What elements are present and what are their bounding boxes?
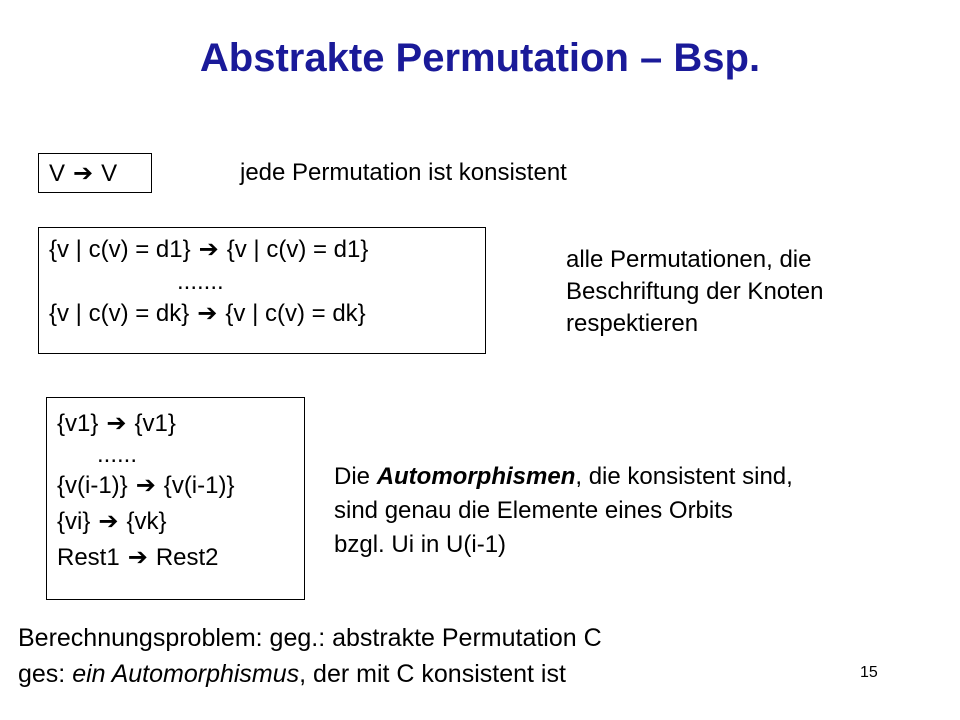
arrow-right-icon: ➔ — [106, 410, 127, 437]
arrow-right-icon: ➔ — [73, 160, 94, 187]
mapping-left: Rest1 — [57, 544, 120, 571]
mapping-right: Rest2 — [155, 544, 219, 571]
mapping-right: V — [101, 160, 118, 187]
slide-title: Abstrakte Permutation – Bsp. — [199, 36, 761, 80]
note-line: alle Permutationen, die — [566, 246, 812, 273]
mapping-left: {v | c(v) = d1} — [49, 236, 191, 263]
mapping-row — [57, 406, 304, 442]
mapping-row — [57, 468, 304, 504]
mapping-row — [57, 504, 304, 540]
note-all-consistent: jede Permutation ist konsistent — [240, 159, 567, 186]
mapping-row — [49, 234, 485, 266]
note-line: bzgl. Ui in U(i-1) — [334, 531, 507, 558]
mapping-right: {v | c(v) = d1} — [226, 236, 369, 263]
page-number: 15 — [860, 664, 878, 681]
mapping-left: V — [49, 160, 66, 187]
emphasis-automorphismen: Automorphismen — [376, 463, 576, 490]
arrow-right-icon: ➔ — [198, 236, 219, 263]
ellipsis: ...... — [97, 441, 138, 468]
mapping-box-all — [38, 153, 152, 193]
arrow-right-icon: ➔ — [127, 544, 148, 571]
mapping-right: {v(i-1)} — [163, 472, 235, 499]
arrow-right-icon: ➔ — [98, 508, 119, 535]
arrow-right-icon: ➔ — [197, 300, 218, 327]
mapping-right: {v | c(v) = dk} — [225, 300, 366, 327]
mapping-box-orbit — [46, 397, 305, 600]
problem-given: Berechnungsproblem: geg.: abstrakte Permutation C — [18, 624, 602, 652]
mapping-left: {v1} — [57, 410, 99, 437]
mapping-left: {v | c(v) = dk} — [49, 300, 190, 327]
note-line: sind genau die Elemente eines Orbits — [334, 497, 733, 524]
mapping-row — [49, 298, 485, 330]
note-line: Die Automorphismen, die konsistent sind, — [334, 463, 793, 490]
mapping-row — [57, 540, 304, 576]
note-label-permutations — [566, 244, 824, 340]
mapping-right: {v1} — [134, 410, 176, 437]
mapping-left: {vi} — [57, 508, 91, 535]
note-automorphisms — [334, 460, 793, 562]
problem-statement — [18, 620, 602, 692]
mapping-right: {vk} — [126, 508, 167, 535]
note-line: Beschriftung der Knoten — [566, 278, 824, 305]
arrow-right-icon: ➔ — [135, 472, 156, 499]
mapping-left: {v(i-1)} — [57, 472, 128, 499]
mapping-box-labels — [38, 227, 486, 354]
ellipsis: ....... — [177, 268, 224, 295]
note-line: respektieren — [566, 310, 699, 337]
problem-sought: ges: ein Automorphismus, der mit C konsistent ist — [18, 660, 566, 688]
emphasis-automorphismus: ein Automorphismus — [72, 660, 300, 688]
